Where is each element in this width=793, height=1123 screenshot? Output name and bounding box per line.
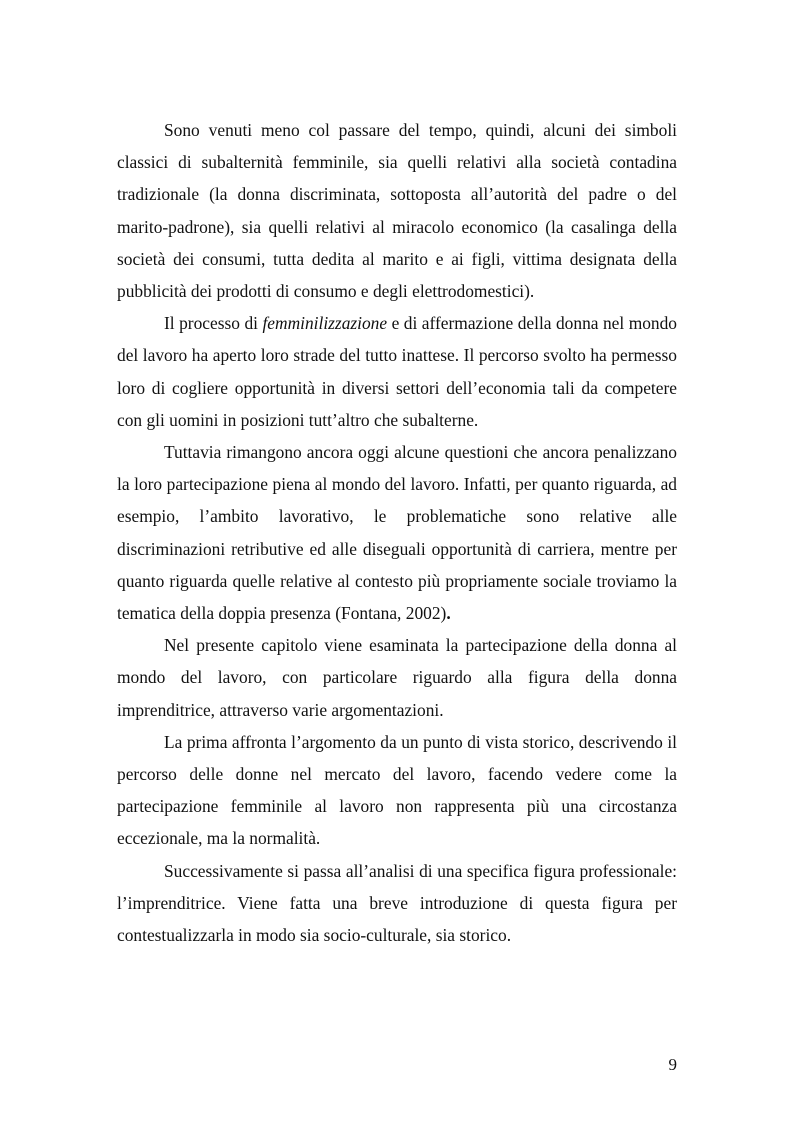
- paragraph-text: Sono venuti meno col passare del tempo, quindi, alcuni dei simboli classici di subalternità femminile, sia quelli relativi alla società contadina tradizionale (la donna discriminata, sottoposta all’autorità del padre o del marito-padrone), sia quelli relativi al miracolo economico (la casalinga della società dei consumi, tutta dedita al marito e ai figli, vittima designata della pubblicità dei prodotti di consumo e degli elettrodomestici).: [117, 120, 677, 302]
- paragraph-chapter-overview: [117, 629, 677, 726]
- paragraph-text-end: e di affermazione della donna nel mondo del lavoro ha aperto loro strade del tutto inattese. Il percorso svolto ha permesso loro di cogliere opportunità in diversi settori dell’economia tali da competere con gli uomini in posizioni tutt’altro che subalterne.: [117, 313, 678, 430]
- paragraph-subordination-symbols: [117, 114, 677, 307]
- paragraph-text-start: Il processo di: [164, 313, 263, 334]
- paragraph-historical-view: [117, 726, 677, 855]
- paragraph-end-mark: .: [446, 603, 451, 624]
- emphasized-term: femminilizzazione: [262, 313, 388, 334]
- page-number: 9: [668, 1055, 677, 1074]
- paragraph-feminization-process: [117, 307, 677, 436]
- paragraph-text: Tuttavia rimangono ancora oggi alcune questioni che ancora penalizzano la loro partecipazione piena al mondo del lavoro. Infatti, per quanto riguarda, ad esempio, l’ambito lavorativo, le problematiche sono relative alle discriminazioni retributive ed alle diseguali opportunità di carriera, mentre per quanto riguarda quelle relative al contesto più propriamente sociale troviamo la tematica della doppia presenza (Fontana, 2002): [117, 442, 677, 624]
- paragraph-text: La prima affronta l’argomento da un punto di vista storico, descrivendo il percorso delle donne nel mercato del lavoro, facendo vedere come la partecipazione femminile al lavoro non rappresenta più una circostanza eccezionale, ma la normalità.: [117, 731, 677, 849]
- paragraph-entrepreneur-figure: [117, 855, 677, 952]
- document-body: [117, 114, 677, 951]
- paragraph-text: Nel presente capitolo viene esaminata la partecipazione della donna al mondo del lavoro, con particolare riguardo alla figura della donna imprenditrice, attraverso varie argomentazioni.: [117, 635, 677, 720]
- paragraph-text: Successivamente si passa all’analisi di una specifica figura professionale: l’imprenditrice. Viene fatta una breve introduzione di questa figura per contestualizzarla in modo sia socio-culturale, sia storico.: [117, 860, 677, 946]
- paragraph-remaining-issues: [117, 436, 677, 629]
